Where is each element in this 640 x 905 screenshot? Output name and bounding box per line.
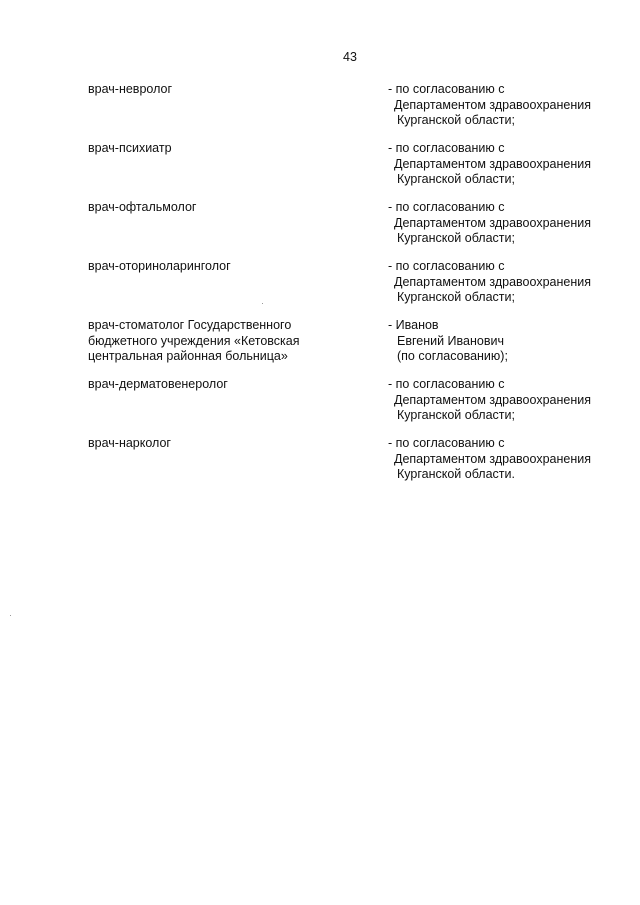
position-title bbox=[88, 259, 358, 275]
approval-line: Департаментом здравоохранения bbox=[394, 97, 591, 112]
approval-line: Курганской области; bbox=[397, 408, 515, 422]
approval-note bbox=[388, 200, 628, 247]
approval-line: - по согласованию с bbox=[388, 436, 505, 450]
position-title-line: врач-нарколог bbox=[88, 436, 171, 450]
position-title bbox=[88, 200, 358, 216]
approval-line: Курганской области; bbox=[397, 231, 515, 245]
approval-line: Курганской области. bbox=[397, 467, 515, 481]
approval-line: Курганской области; bbox=[397, 290, 515, 304]
position-title bbox=[88, 318, 358, 365]
position-title-line: врач-невролог bbox=[88, 82, 173, 96]
position-title-line: врач-психиатр bbox=[88, 141, 172, 155]
approval-line: - Иванов bbox=[388, 318, 439, 332]
position-title bbox=[88, 377, 358, 393]
position-title bbox=[88, 82, 358, 98]
position-title bbox=[88, 436, 358, 452]
approval-line: Департаментом здравоохранения bbox=[394, 156, 591, 171]
approval-line: Департаментом здравоохранения bbox=[394, 451, 591, 466]
approval-line: - по согласованию с bbox=[388, 377, 505, 391]
position-title-line: врач-стоматолог Государственного bbox=[88, 318, 292, 332]
position-title-line: врач-офтальмолог bbox=[88, 200, 197, 214]
scan-speck bbox=[10, 615, 11, 616]
position-title-line: врач-дерматовенеролог bbox=[88, 377, 228, 391]
approval-line: Курганской области; bbox=[397, 172, 515, 186]
approval-line: - по согласованию с bbox=[388, 82, 505, 96]
page-number: 43 bbox=[343, 50, 357, 64]
position-title-line: врач-оториноларинголог bbox=[88, 259, 231, 273]
approval-line: - по согласованию с bbox=[388, 200, 505, 214]
scan-speck bbox=[262, 303, 263, 304]
approval-line: Департаментом здравоохранения bbox=[394, 215, 591, 230]
approval-line: - по согласованию с bbox=[388, 259, 505, 273]
approval-line: Департаментом здравоохранения bbox=[394, 392, 591, 407]
approval-line: Департаментом здравоохранения bbox=[394, 274, 591, 289]
position-title-line: центральная районная больница» bbox=[88, 349, 288, 363]
approval-note bbox=[388, 377, 628, 424]
approval-line: Курганской области; bbox=[397, 113, 515, 127]
approval-note bbox=[388, 318, 628, 365]
approval-note bbox=[388, 141, 628, 188]
approval-line: Евгений Иванович bbox=[397, 333, 504, 348]
position-title-line: бюджетного учреждения «Кетовская bbox=[88, 333, 300, 348]
position-title bbox=[88, 141, 358, 157]
approval-note bbox=[388, 436, 628, 483]
approval-line: (по согласованию); bbox=[397, 349, 508, 363]
approval-note bbox=[388, 82, 628, 129]
approval-line: - по согласованию с bbox=[388, 141, 505, 155]
approval-note bbox=[388, 259, 628, 306]
